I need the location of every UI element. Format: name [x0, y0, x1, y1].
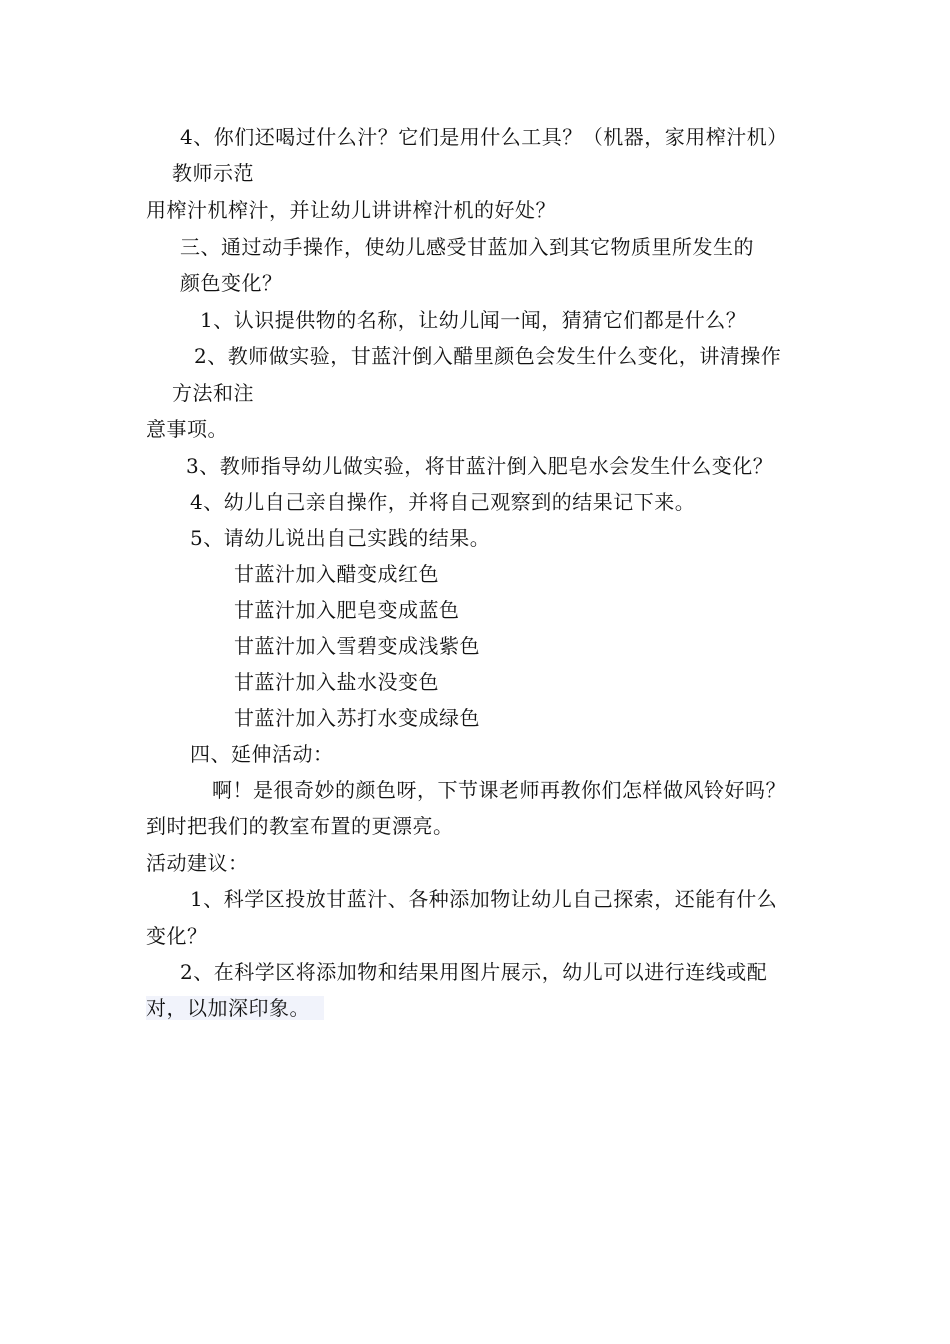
- text-line: 1、认识提供物的名称，让幼儿闻一闻，猜猜它们都是什么？: [200, 308, 747, 332]
- text-line: 三、通过动手操作，使幼儿感受甘蓝加入到其它物质里所发生的: [180, 235, 754, 259]
- text-line: 2、在科学区将添加物和结果用图片展示，幼儿可以进行连线或配: [180, 960, 768, 984]
- text-line: [146, 995, 324, 1021]
- result-line: 甘蓝汁加入雪碧变成浅紫色: [234, 634, 480, 658]
- text-line: 2、教师做实验，甘蓝汁倒入醋里颜色会发生什么变化，讲清操作: [194, 344, 782, 368]
- text-line: 方法和注: [172, 381, 254, 405]
- text-line: 意事项。: [146, 417, 228, 441]
- section-heading: 四、延伸活动：: [190, 742, 334, 766]
- text-line: 5、请幼儿说出自己实践的结果。: [190, 526, 491, 550]
- highlighted-text: 对，以加深印象。: [146, 996, 324, 1020]
- text-line: 3、教师指导幼儿做实验，将甘蓝汁倒入肥皂水会发生什么变化？: [186, 454, 774, 478]
- section-heading: 活动建议：: [146, 851, 249, 875]
- text-line: 颜色变化？: [180, 271, 283, 295]
- text-line: 用榨汁机榨汁，并让幼儿讲讲榨汁机的好处？: [146, 198, 556, 222]
- result-line: 甘蓝汁加入盐水没变色: [234, 670, 439, 694]
- text-line: 到时把我们的教室布置的更漂亮。: [146, 814, 454, 838]
- text-line: 啊！是很奇妙的颜色呀，下节课老师再教你们怎样做风铃好吗？: [212, 778, 786, 802]
- text-line: 1、科学区投放甘蓝汁、各种添加物让幼儿自己探索，还能有什么: [190, 887, 778, 911]
- result-line: 甘蓝汁加入肥皂变成蓝色: [234, 598, 460, 622]
- text-line: 4、你们还喝过什么汁？它们是用什么工具？（机器，家用榨汁机）: [180, 125, 788, 149]
- result-line: 甘蓝汁加入醋变成红色: [234, 562, 439, 586]
- text-line: 变化？: [146, 924, 208, 948]
- text-line: 4、幼儿自己亲自操作，并将自己观察到的结果记下来。: [190, 490, 696, 514]
- result-line: 甘蓝汁加入苏打水变成绿色: [234, 706, 480, 730]
- text-line: 教师示范: [172, 161, 254, 185]
